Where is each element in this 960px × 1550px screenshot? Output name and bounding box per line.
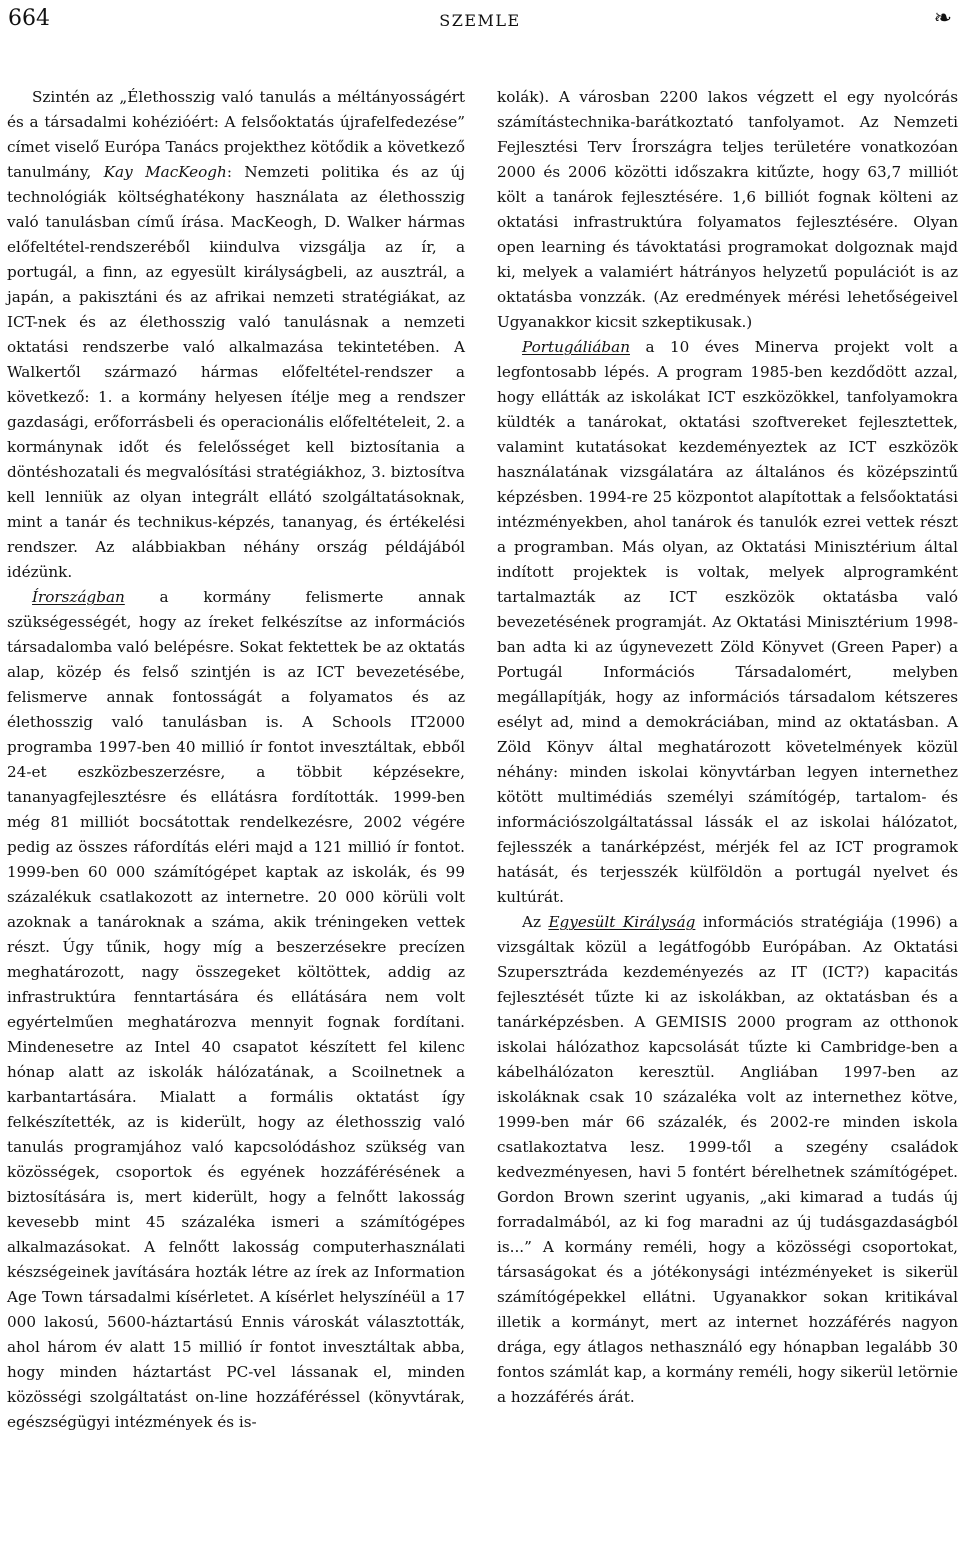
country-ireland: Írországban xyxy=(32,588,125,606)
author-name: Kay MacKeogh xyxy=(103,163,227,181)
paragraph-portugal xyxy=(497,335,958,910)
left-column xyxy=(7,85,465,1435)
paragraph-intro-text-b: : Nemzeti politika és az új technológiák költséghatékony használata az élethosszig való tanulásban című írása. MacKeogh, D. Walker hármas előfeltétel-rendszeréből kiindulva vizsgálja az ír, a portugál, a finn, az egyesült királyságbeli, az ausztrál, a japán, a pakisztáni és az afrikai nemzeti stratégiákat, az ICT-nek és az élethosszig való tanulásnak a nemzeti oktatási rendszerbe való alkalmazása tekintetében. A Walkertől származó hármas előfeltétel-rendszer a következő: 1. a kormány helyesen ítélje meg a rendszer gazdasági, erőforrásbeli és operacionális előfeltételeit, 2. a kormánynak időt és felelősséget kell biztosítania a döntéshozatali és megvalósítási stratégiákhoz, 3. biztosítva kell lenniük az olyan integrált ellátó szolgáltatásoknak, mint a tanár és technikus-képzés, tananyag, és értékelési rendszer. Az alábbiakban néhány ország példájából idézünk. xyxy=(7,163,465,581)
page-number: 664 xyxy=(8,6,50,31)
fleuron-ornament-icon: ❧ xyxy=(933,6,952,31)
paragraph-uk-text: információs stratégiája (1996) a vizsgáltak közül a legátfogóbb Európában. Az Oktatási Szupersztráda kezdeményezés az IT (ICT?) kapacitás fejlesztését tűzte ki az iskolákban, az oktatásban és a tanárképzésben. A GEMISIS 2000 program az otthonok iskolai hálózathoz kapcsolását tűzte ki Cambridge-ben a kábelhálózaton keresztül. Angliában 1997-ben az iskoláknak csak 10 százaléka volt az internethez kötve, 1999-ben már 66 százalék, és 2002-re minden iskola csatlakoztatva lesz. 1999-től a szegény családok kedvezményesen, havi 5 fontért bérelhetnek számítógépet. Gordon Brown szerint ugyanis, „aki kimarad a tudás új forradalmából, az ki fog maradni az új tudásgazdaságból is...” A kormány reméli, hogy a közösségi csoportokat, társaságokat és a jótékonysági intézményeket is sikerül számítógépekkel ellátni. Ugyanakkor sokan kritikával illetik a kormányt, mert az internet hozzáférés nagyon drága, egy átlagos nethasználó egy hónapban legalább 30 fontos számlát kap, a kormány reméli, hogy sikerül letörnie a hozzáférés árát. xyxy=(497,913,958,1406)
paragraph-ireland-continued: kolák). A városban 2200 lakos végzett el egy nyolcórás számítástechnika-barátkoztató tanfolyamot. Az Nemzeti Fejlesztési Terv Írországra teljes területére vonatkozóan 2000 és 2006 közötti időszakra kitűzte, hogy 63,7 milliót költ a tanárok fejlesztésére. 1,6 billiót fognak költeni az oktatási infrastruktúra folyamatos fejlesztésére. Olyan open learning és távoktatási programokat dolgoznak majd ki, melyek a valamiért hátrányos helyzetű populációt is az oktatásba vonzzák. (Az eredmények mérési lehetőségeivel Ugyanakkor kicsit szkeptikusak.) xyxy=(497,88,958,331)
paragraph-ireland xyxy=(7,585,465,1435)
right-column xyxy=(497,85,958,1410)
paragraph-uk xyxy=(497,910,958,1410)
paragraph-portugal-text: a 10 éves Minerva projekt volt a legfontosabb lépés. A program 1985-ben kezdődött azzal, hogy ellátták az iskolákat ICT eszközökkel, tanfolyamokra küldték a tanárokat, oktatási szoftvereket fejlesztettek, valamint kutatásokat kezdeményeztek az ICT eszközök használatának vizsgálatára az általános és középszintű képzésben. 1994-re 25 központot alapítottak a felsőoktatási intézményekben, ahol tanárok és tanulók ezrei vettek részt a programban. Más olyan, az Oktatási Minisztérium által indított projektek is voltak, melyek alprogramként tartalmazták az ICT eszközök oktatásba való bevezetésének programját. Az Oktatási Minisztérium 1998-ban adta ki az úgynevezett Zöld Könyvet (Green Paper) a Portugál Információs Társadalomért, melyben megállapítják, hogy az információs társadalom kétszeres esélyt ad, mind a demokráciában, mind az oktatásban. A Zöld Könyv által meghatározott követelmények közül néhány: minden iskolai könyvtárban legyen internethez kötött multimédiás személyi számítógép, tartalom- és információszolgáltatással lássák el az iskolai hálózatot, fejlesszék a tanárképzést, mérjék fel az ICT programok hatását, és terjesszék külföldön a portugál nyelvet és kultúrát. xyxy=(497,338,958,906)
paragraph-intro-text-a: Szintén az „Élethosszig való tanulás a méltányosságért és a társadalmi kohézióért: A felsőoktatás újrafelfedezése” címet viselő Európa Tanács projekthez kötődik a következő tanulmány, xyxy=(7,88,465,181)
page-header xyxy=(8,4,952,34)
paragraph-ireland-text: a kormány felismerte annak szükségességét, hogy az íreket felkészítse az információs társadalomba való belépésre. Sokat fektettek be az oktatás alap, közép és felső szintjén is az ICT bevezetésébe, felismerve annak fontosságát a folyamatos és az élethosszig való tanulásban is. A Schools IT2000 programba 1997-ben 40 millió ír fontot invesztáltak, ebből 24-et eszközbeszerzésre, a többit képzésekre, tananyagfejlesztésre és ellátásra fordították. 1999-ben még 81 milliót bocsátottak rendelkezésre, 2002 végére pedig az összes ráfordítás eléri majd a 121 millió ír fontot. 1999-ben 60 000 számítógépet kaptak az iskolák, és 99 százalékuk csatlakozott az internetre. 20 000 körüli volt azoknak a tanároknak a száma, akik tréningeken vettek részt. Úgy tűnik, hogy míg a beszerzésekre precízen meghatározott, nagy összegeket költöttek, addig az infrastruktúra fenntartására és ellátására nem volt egyértelműen meghatározva mennyit fognak fordítani. Mindenesetre az Intel 40 csapatot készített fel kilenc hónap alatt az iskolák hálózatának, a Scoilnetnek a karbantartására. Mialatt a formális oktatást így felkészítették, az is kiderült, hogy az élethosszig való tanulás programjához való kapcsolódáshoz szükség van közösségek, csoportok és egyének hozzáférésének a biztosítására is, mert kiderült, hogy a felnőtt lakosság kevesebb mint 45 százaléka ismeri a számítógépes alkalmazásokat. A felnőtt lakosság computerhasználati készségeinek javítására hozták létre az írek az Information Age Town társadalmi kísérletet. A kísérlet helyszínéül a 17 000 lakosú, 5600-háztartású Ennis városkát választották, ahol három év alatt 15 millió ír fontot invesztáltak abba, hogy minden háztartást PC-vel lássanak el, minden közösségi szolgáltatást on-line hozzáféréssel (könyvtárak, egészségügyi intézmények és is- xyxy=(7,588,465,1431)
paragraph-uk-lead: Az xyxy=(522,913,549,931)
section-title: SZEMLE xyxy=(439,11,521,30)
country-portugal: Portugáliában xyxy=(522,338,630,356)
paragraph-intro xyxy=(7,85,465,585)
country-uk: Egyesült Királyság xyxy=(548,913,696,931)
